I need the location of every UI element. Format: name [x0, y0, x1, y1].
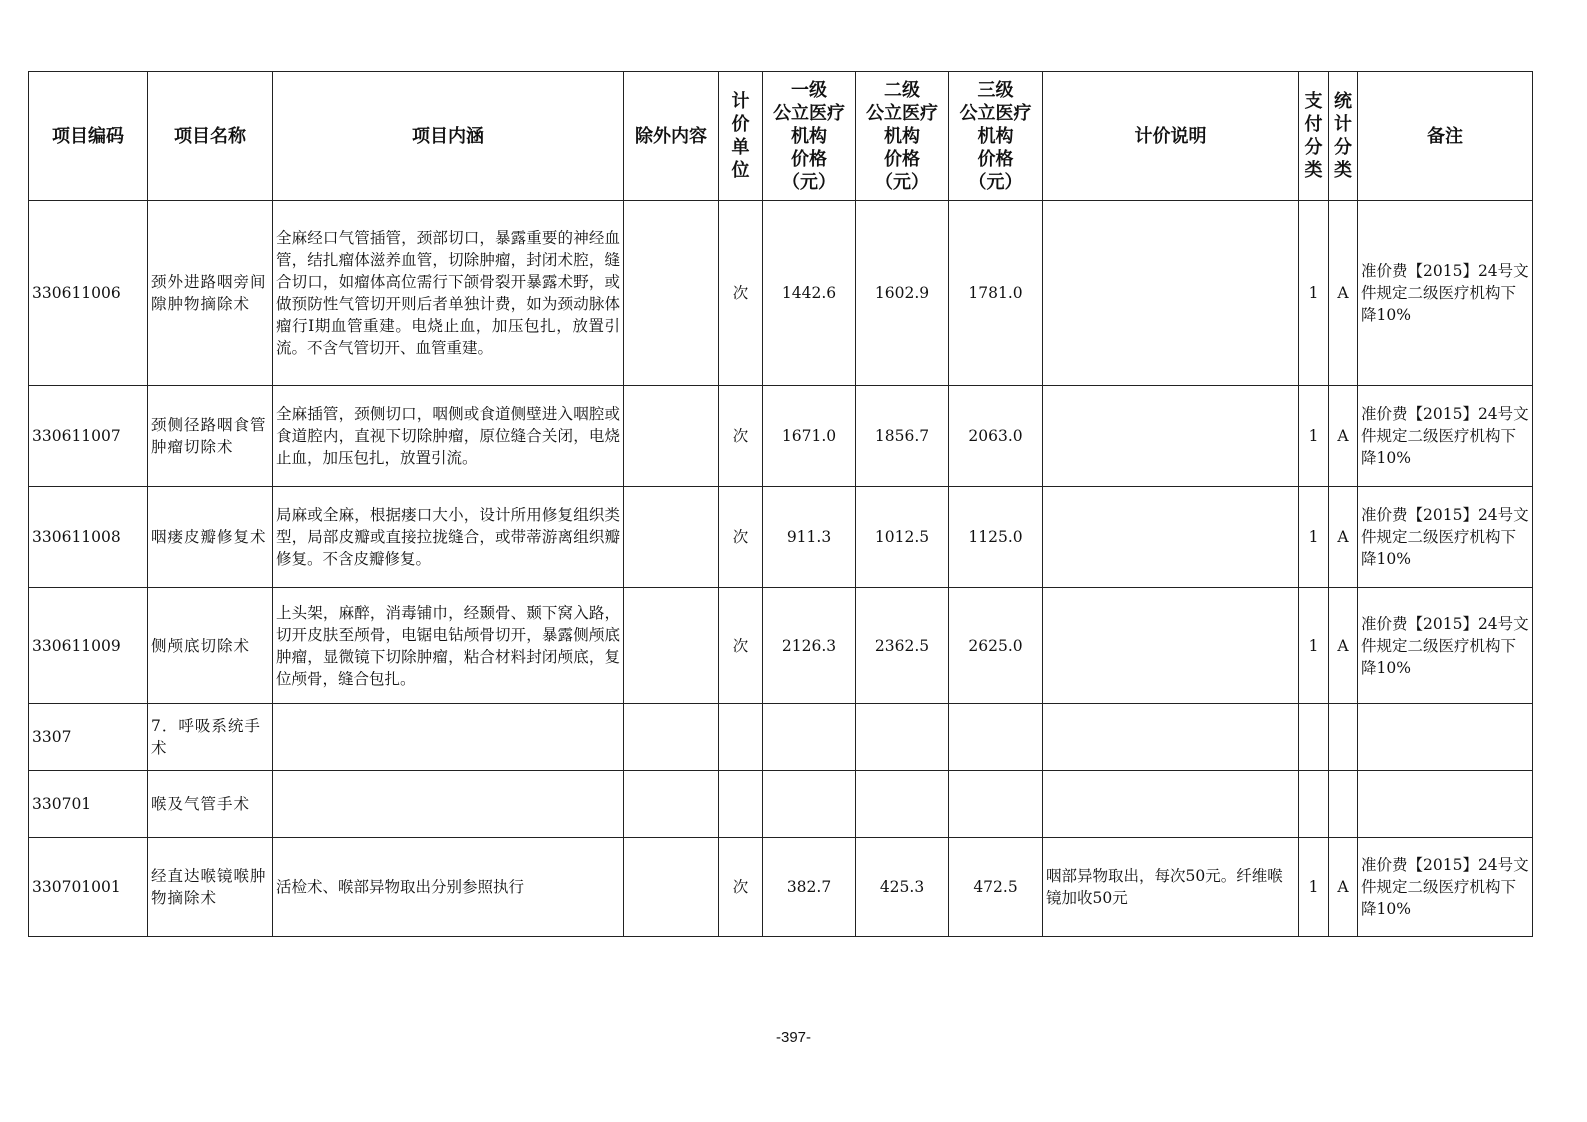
cell-explain	[1043, 771, 1299, 838]
header-price3-line: 公立医疗	[959, 102, 1032, 124]
cell-exclude	[624, 838, 719, 937]
cell-code: 330611009	[29, 588, 148, 704]
cell-name: 经直达喉镜喉肿物摘除术	[148, 838, 273, 937]
price-table	[28, 71, 1533, 937]
table-row	[29, 201, 1533, 386]
cell-price-level1	[763, 704, 856, 771]
header-note: 备注	[1358, 72, 1533, 201]
cell-code: 330611006	[29, 201, 148, 386]
cell-price-level2: 1856.7	[856, 386, 949, 487]
cell-code: 330701001	[29, 838, 148, 937]
cell-name: 颈侧径路咽食管肿瘤切除术	[148, 386, 273, 487]
cell-code: 3307	[29, 704, 148, 771]
cell-price-level2	[856, 704, 949, 771]
header-price3-line: 价格	[977, 148, 1014, 170]
header-price1-line: 价格	[791, 148, 827, 170]
cell-pay: 1	[1299, 386, 1329, 487]
cell-pay	[1299, 704, 1329, 771]
cell-price-level3: 2063.0	[949, 386, 1043, 487]
cell-stat	[1329, 771, 1358, 838]
cell-unit	[719, 771, 763, 838]
cell-price-level3	[949, 704, 1043, 771]
header-name: 项目名称	[148, 72, 273, 201]
cell-pay: 1	[1299, 588, 1329, 704]
cell-note	[1358, 771, 1533, 838]
cell-unit: 次	[719, 386, 763, 487]
header-unit-text: 计价单位	[731, 91, 750, 181]
header-price1-line: 一级	[791, 79, 827, 101]
header-price2-line: 价格	[884, 148, 920, 170]
table-row	[29, 838, 1533, 937]
cell-stat: A	[1329, 588, 1358, 704]
cell-unit: 次	[719, 201, 763, 386]
cell-stat: A	[1329, 386, 1358, 487]
cell-name: 咽瘘皮瓣修复术	[148, 487, 273, 588]
header-price2-line: （元）	[875, 171, 929, 193]
header-code: 项目编码	[29, 72, 148, 201]
cell-note: 准价费【2015】24号文件规定二级医疗机构下降10%	[1358, 838, 1533, 937]
cell-price-level1: 382.7	[763, 838, 856, 937]
header-explain: 计价说明	[1043, 72, 1299, 201]
cell-content: 全麻经口气管插管，颈部切口，暴露重要的神经血管，结扎瘤体滋养血管，切除肿瘤，封闭术腔，缝合切口，如瘤体高位需行下颌骨裂开暴露术野，或做预防性气管切开则后者单独计费，如为颈动脉体瘤行Ⅰ期血管重建。电烧止血，加压包扎，放置引流。不含气管切开、血管重建。	[273, 201, 624, 386]
cell-content: 全麻插管，颈侧切口，咽侧或食道侧壁进入咽腔或食道腔内，直视下切除肿瘤，原位缝合关闭，电烧止血，加压包扎，放置引流。	[273, 386, 624, 487]
header-stat	[1329, 72, 1358, 201]
cell-explain	[1043, 386, 1299, 487]
cell-price-level3: 472.5	[949, 838, 1043, 937]
cell-unit	[719, 704, 763, 771]
cell-price-level3: 1125.0	[949, 487, 1043, 588]
cell-exclude	[624, 386, 719, 487]
cell-exclude	[624, 588, 719, 704]
table-row	[29, 487, 1533, 588]
cell-price-level1: 1442.6	[763, 201, 856, 386]
cell-price-level1: 1671.0	[763, 386, 856, 487]
cell-code: 330701	[29, 771, 148, 838]
cell-name: 7．呼吸系统手术	[148, 704, 273, 771]
cell-price-level2: 425.3	[856, 838, 949, 937]
table-row	[29, 704, 1533, 771]
header-price-level2	[856, 72, 949, 201]
cell-content: 局麻或全麻，根据瘘口大小，设计所用修复组织类型，局部皮瓣或直接拉拢缝合，或带蒂游离组织瓣修复。不含皮瓣修复。	[273, 487, 624, 588]
cell-name: 颈外进路咽旁间隙肿物摘除术	[148, 201, 273, 386]
cell-explain	[1043, 704, 1299, 771]
cell-note: 准价费【2015】24号文件规定二级医疗机构下降10%	[1358, 386, 1533, 487]
cell-content: 上头架，麻醉，消毒铺巾，经颞骨、颞下窝入路，切开皮肤至颅骨，电锯电钻颅骨切开，暴露侧颅底肿瘤，显微镜下切除肿瘤，粘合材料封闭颅底，复位颅骨，缝合包扎。	[273, 588, 624, 704]
cell-price-level2: 2362.5	[856, 588, 949, 704]
cell-code: 330611007	[29, 386, 148, 487]
header-price2-line: 机构	[884, 125, 920, 147]
header-pay-text: 支付分类	[1304, 91, 1323, 181]
cell-stat: A	[1329, 487, 1358, 588]
cell-explain	[1043, 588, 1299, 704]
cell-price-level1	[763, 771, 856, 838]
cell-name: 侧颅底切除术	[148, 588, 273, 704]
cell-exclude	[624, 201, 719, 386]
cell-note: 准价费【2015】24号文件规定二级医疗机构下降10%	[1358, 588, 1533, 704]
cell-pay: 1	[1299, 487, 1329, 588]
cell-price-level2: 1012.5	[856, 487, 949, 588]
header-price-level3	[949, 72, 1043, 201]
cell-price-level2	[856, 771, 949, 838]
cell-exclude	[624, 704, 719, 771]
cell-price-level1: 911.3	[763, 487, 856, 588]
cell-price-level3: 1781.0	[949, 201, 1043, 386]
cell-stat: A	[1329, 838, 1358, 937]
header-unit	[719, 72, 763, 201]
cell-note: 准价费【2015】24号文件规定二级医疗机构下降10%	[1358, 201, 1533, 386]
cell-pay: 1	[1299, 838, 1329, 937]
cell-note: 准价费【2015】24号文件规定二级医疗机构下降10%	[1358, 487, 1533, 588]
cell-unit: 次	[719, 838, 763, 937]
cell-code: 330611008	[29, 487, 148, 588]
header-price1-line: 机构	[791, 125, 827, 147]
cell-exclude	[624, 771, 719, 838]
cell-price-level3	[949, 771, 1043, 838]
header-pay	[1299, 72, 1329, 201]
header-row	[29, 72, 1533, 201]
cell-price-level3: 2625.0	[949, 588, 1043, 704]
header-price-level1	[763, 72, 856, 201]
cell-name: 喉及气管手术	[148, 771, 273, 838]
header-price2-line: 公立医疗	[866, 102, 938, 124]
header-price1-line: （元）	[782, 171, 836, 193]
cell-content: 活检术、喉部异物取出分别参照执行	[273, 838, 624, 937]
header-price3-line: 三级	[977, 79, 1014, 101]
header-price3-line: 机构	[977, 125, 1014, 147]
cell-explain	[1043, 201, 1299, 386]
cell-stat: A	[1329, 201, 1358, 386]
cell-unit: 次	[719, 487, 763, 588]
table-row	[29, 588, 1533, 704]
header-content: 项目内涵	[273, 72, 624, 201]
cell-note	[1358, 704, 1533, 771]
header-price2-line: 二级	[884, 79, 920, 101]
cell-stat	[1329, 704, 1358, 771]
header-price1-line: 公立医疗	[773, 102, 845, 124]
cell-exclude	[624, 487, 719, 588]
cell-pay: 1	[1299, 201, 1329, 386]
table-row	[29, 771, 1533, 838]
cell-pay	[1299, 771, 1329, 838]
cell-content	[273, 771, 624, 838]
cell-unit: 次	[719, 588, 763, 704]
cell-price-level1: 2126.3	[763, 588, 856, 704]
header-stat-text: 统计分类	[1334, 91, 1352, 181]
cell-explain	[1043, 487, 1299, 588]
header-price3-line: （元）	[968, 171, 1023, 193]
page-number: -397-	[775, 1029, 812, 1046]
table-row	[29, 386, 1533, 487]
cell-price-level2: 1602.9	[856, 201, 949, 386]
cell-content	[273, 704, 624, 771]
header-exclude: 除外内容	[624, 72, 719, 201]
cell-explain: 咽部异物取出，每次50元。纤维喉镜加收50元	[1043, 838, 1299, 937]
